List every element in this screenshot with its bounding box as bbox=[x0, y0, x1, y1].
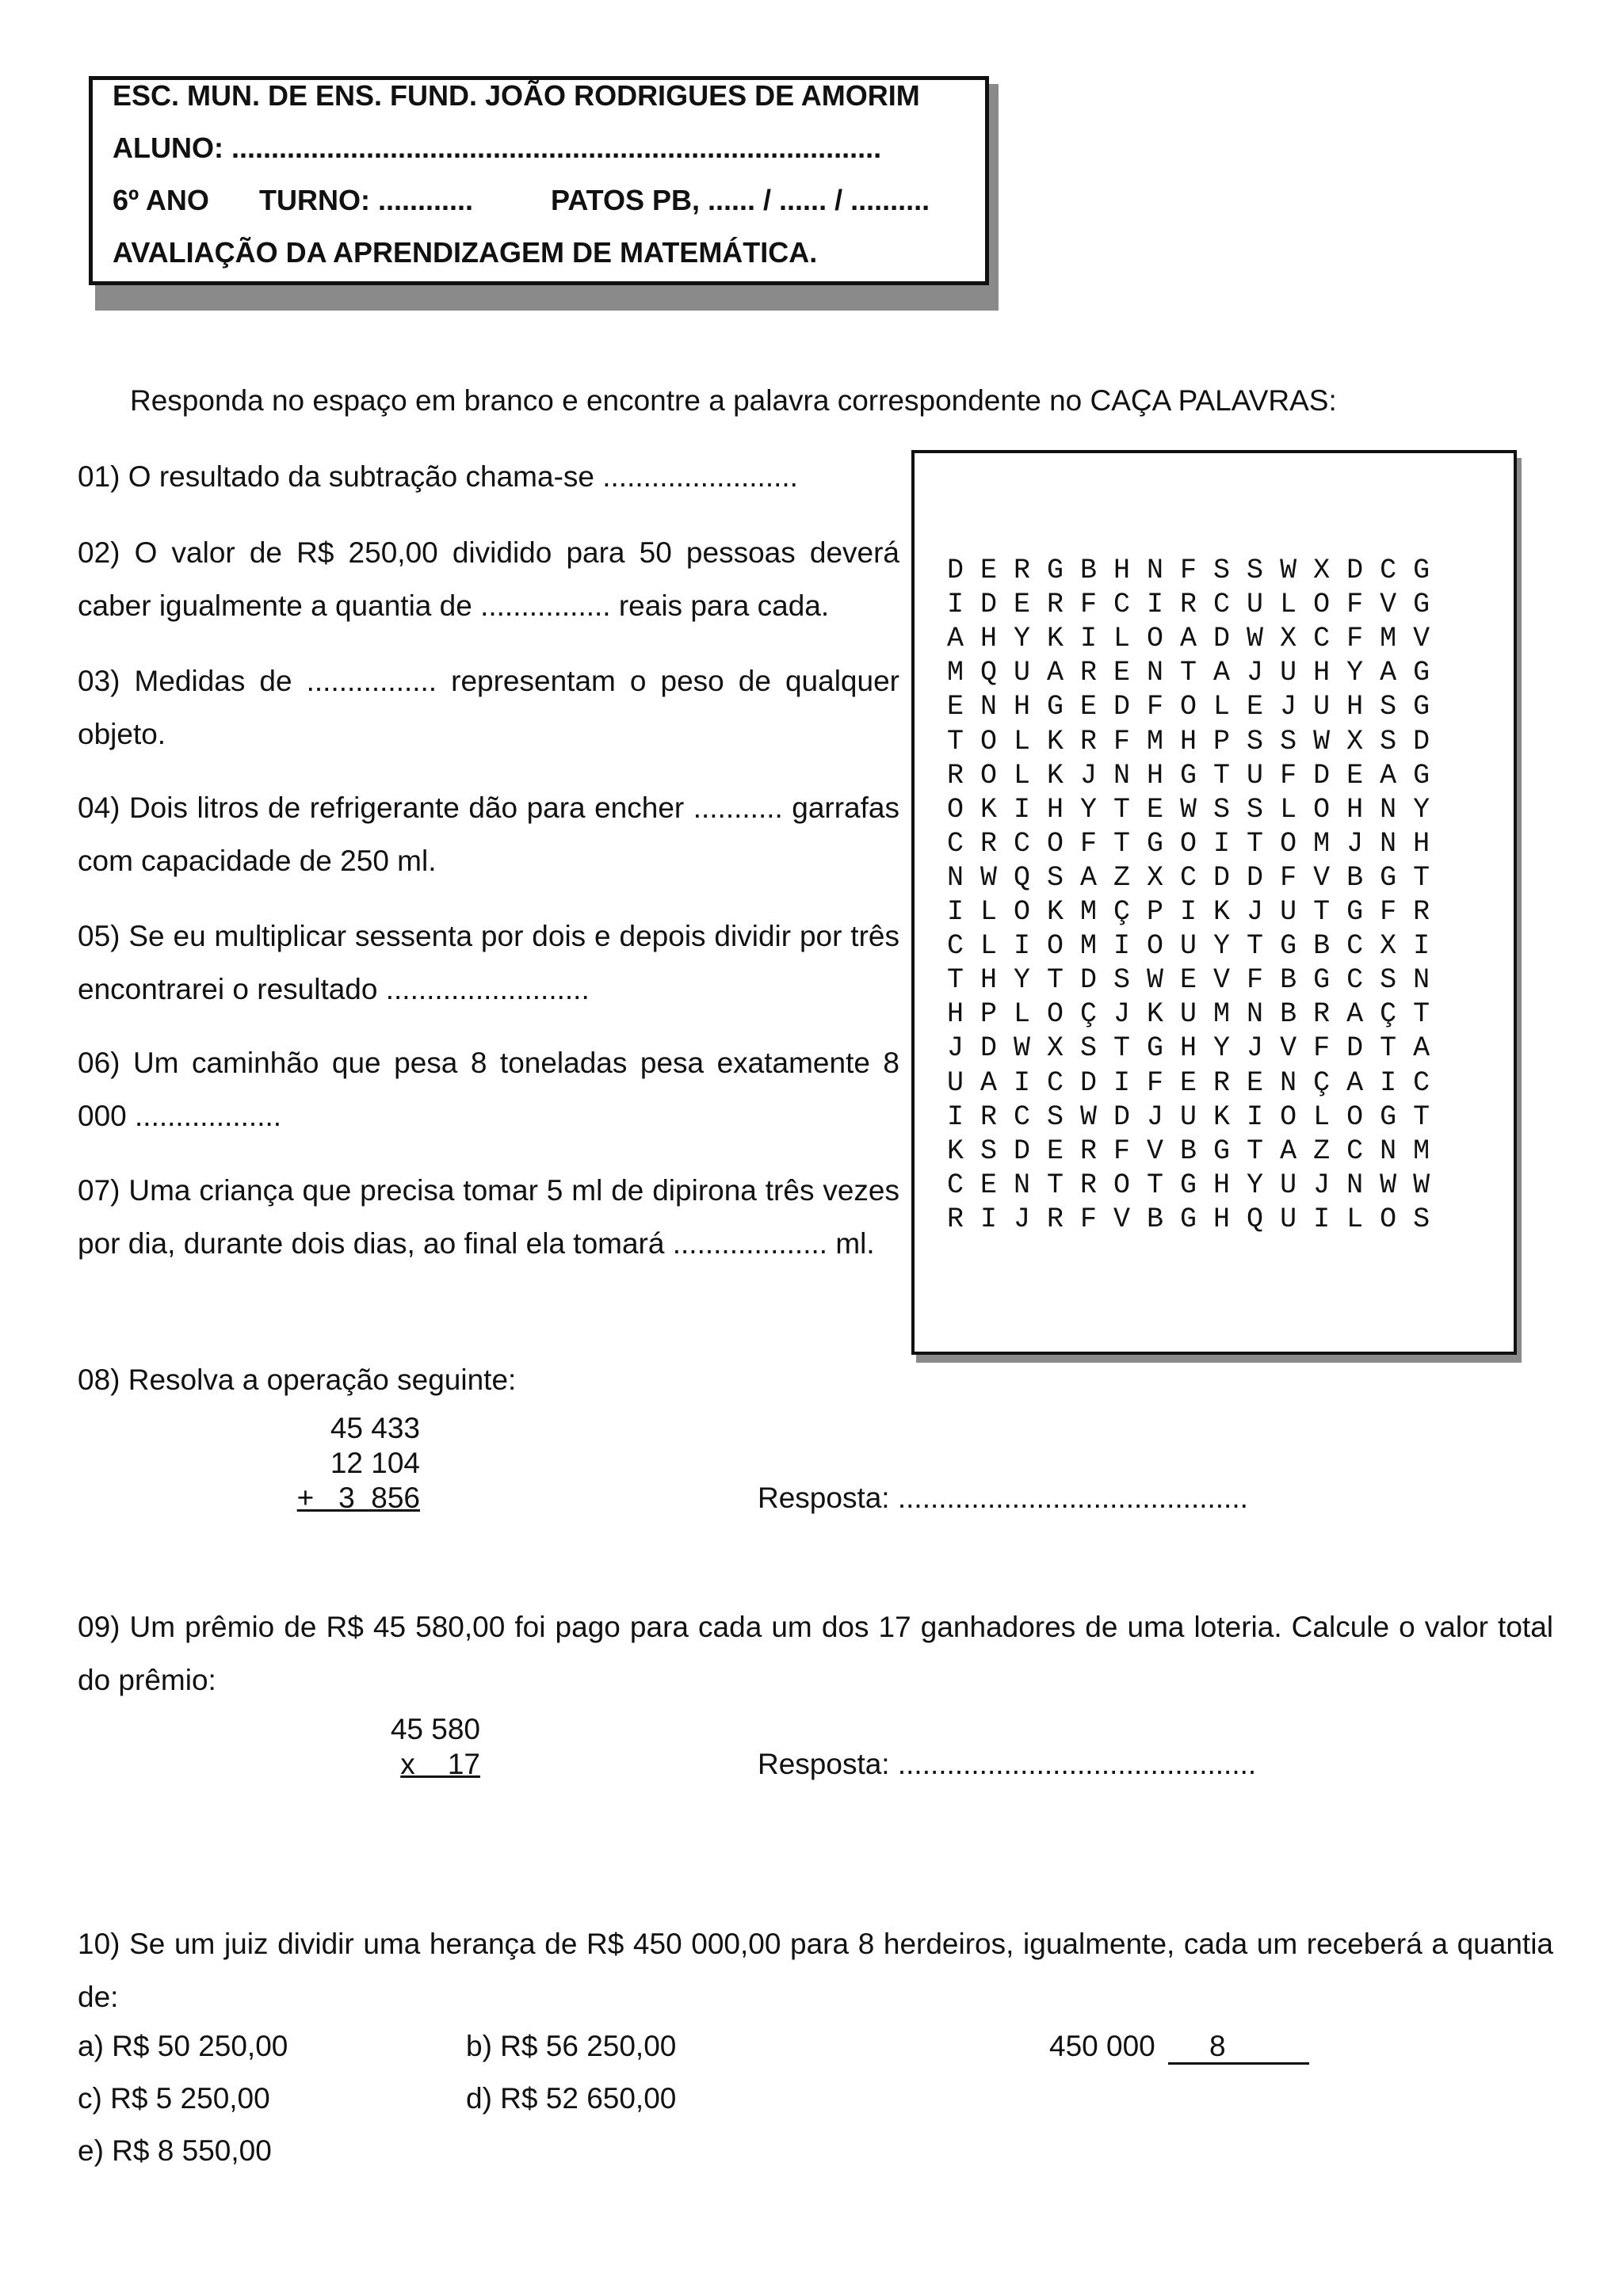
word-search-row: O K I H Y T E W S S L O H N Y bbox=[947, 793, 1430, 826]
word-search-row: I L O K M Ç P I K J U T G F R bbox=[947, 896, 1430, 928]
q10-option-d: d) R$ 52 650,00 bbox=[466, 2082, 677, 2115]
question-06: 06) Um caminhão que pesa 8 toneladas pesa exatamente 8 000 .................. bbox=[78, 1047, 899, 1132]
word-search-row: U A I C D I F E R E N Ç A I C bbox=[947, 1066, 1430, 1099]
q08-addend-3: + 3 856 bbox=[296, 1482, 420, 1514]
question-05: 05) Se eu multiplicar sessenta por dois e depois dividir por três encontrarei o resultado ......................... bbox=[78, 920, 899, 1005]
word-search-row: A H Y K I L O A D W X C F M V bbox=[947, 623, 1430, 655]
shift-field: TURNO: ............ bbox=[259, 184, 473, 216]
q10-option-c: c) R$ 5 250,00 bbox=[78, 2082, 270, 2115]
q10-option-b: b) R$ 56 250,00 bbox=[466, 2030, 677, 2062]
q08-addend-2: 12 104 bbox=[330, 1447, 420, 1479]
word-search-row: M Q U A R E N T A J U H Y A G bbox=[947, 657, 1430, 689]
question-09: 09) Um prêmio de R$ 45 580,00 foi pago para cada um dos 17 ganhadores de uma loteria. Calcule o valor total do prêmio: bbox=[78, 1611, 1553, 1696]
question-07: 07) Uma criança que precisa tomar 5 ml de dipirona três vezes por dia, durante dois dias, ao final ela tomará ................... ml. bbox=[78, 1174, 899, 1260]
word-search-row: R I J R F V B G H Q U I L O S bbox=[947, 1203, 1430, 1235]
word-search-row: T O L K R F M H P S S W X S D bbox=[947, 725, 1430, 757]
student-field: ALUNO: .................................................................................. bbox=[113, 132, 882, 164]
q09-multiplier: x 17 bbox=[400, 1748, 480, 1780]
q10-division-divisor: 8 bbox=[1168, 2030, 1309, 2065]
q10-option-a: a) R$ 50 250,00 bbox=[78, 2030, 288, 2062]
q10-option-e: e) R$ 8 550,00 bbox=[78, 2134, 272, 2167]
question-01: 01) O resultado da subtração chama-se ........................ bbox=[78, 460, 798, 493]
question-08: 08) Resolva a operação seguinte: bbox=[78, 1363, 517, 1396]
word-search-row: J D W X S T G H Y J V F D T A bbox=[947, 1032, 1430, 1065]
assessment-title: AVALIAÇÃO DA APRENDIZAGEM DE MATEMÁTICA. bbox=[113, 236, 818, 269]
q10-division-dividend: 450 000 bbox=[1049, 2030, 1155, 2062]
place-date-field: PATOS PB, ...... / ...... / .......... bbox=[551, 184, 930, 216]
word-search-row: E N H G E D F O L E J U H S G bbox=[947, 691, 1430, 723]
word-search-row: N W Q S A Z X C D D F V B G T bbox=[947, 861, 1430, 894]
instruction-text: Responda no espaço em branco e encontre a palavra correspondente no CAÇA PALAVRAS: bbox=[130, 384, 1337, 417]
word-search-row: H P L O Ç J K U M N B R A Ç T bbox=[947, 998, 1430, 1031]
question-03: 03) Medidas de ................ representam o peso de qualquer objeto. bbox=[78, 665, 899, 750]
q09-multiplicand: 45 580 bbox=[390, 1713, 480, 1745]
word-search-row: I D E R F C I R C U L O F V G bbox=[947, 589, 1430, 621]
word-search-row: D E R G B H N F S S W X D C G bbox=[947, 555, 1430, 586]
q08-addend-1: 45 433 bbox=[330, 1412, 420, 1444]
question-04: 04) Dois litros de refrigerante dão para encher ........... garrafas com capacidade de 250 ml. bbox=[78, 791, 899, 877]
year-label: 6º ANO bbox=[113, 184, 209, 216]
word-search-row: C L I O M I O U Y T G B C X I bbox=[947, 930, 1430, 963]
word-search-row: I R C S W D J U K I O L O G T bbox=[947, 1100, 1430, 1133]
word-search-row: C R C O F T G O I T O M J N H bbox=[947, 827, 1430, 860]
q08-answer-field: Resposta: ........................................... bbox=[758, 1482, 1248, 1514]
word-search-row: K S D E R F V B G T A Z C N M bbox=[947, 1135, 1430, 1167]
q09-answer-field: Resposta: ............................................ bbox=[758, 1748, 1257, 1780]
word-search-row: C E N T R O T G H Y U J N W W bbox=[947, 1169, 1430, 1201]
question-02: 02) O valor de R$ 250,00 dividido para 50 pessoas deverá caber igualmente a quantia de ................ reais para cada. bbox=[78, 536, 899, 622]
word-search-row: R O L K J N H G T U F D E A G bbox=[947, 759, 1430, 791]
school-name: ESC. MUN. DE ENS. FUND. JOÃO RODRIGUES DE AMORIM bbox=[113, 79, 920, 112]
question-10: 10) Se um juiz dividir uma herança de R$ 450 000,00 para 8 herdeiros, igualmente, cada um receberá a quantia de: bbox=[78, 1928, 1553, 2013]
word-search-row: T H Y T D S W E V F B G C S N bbox=[947, 964, 1430, 997]
